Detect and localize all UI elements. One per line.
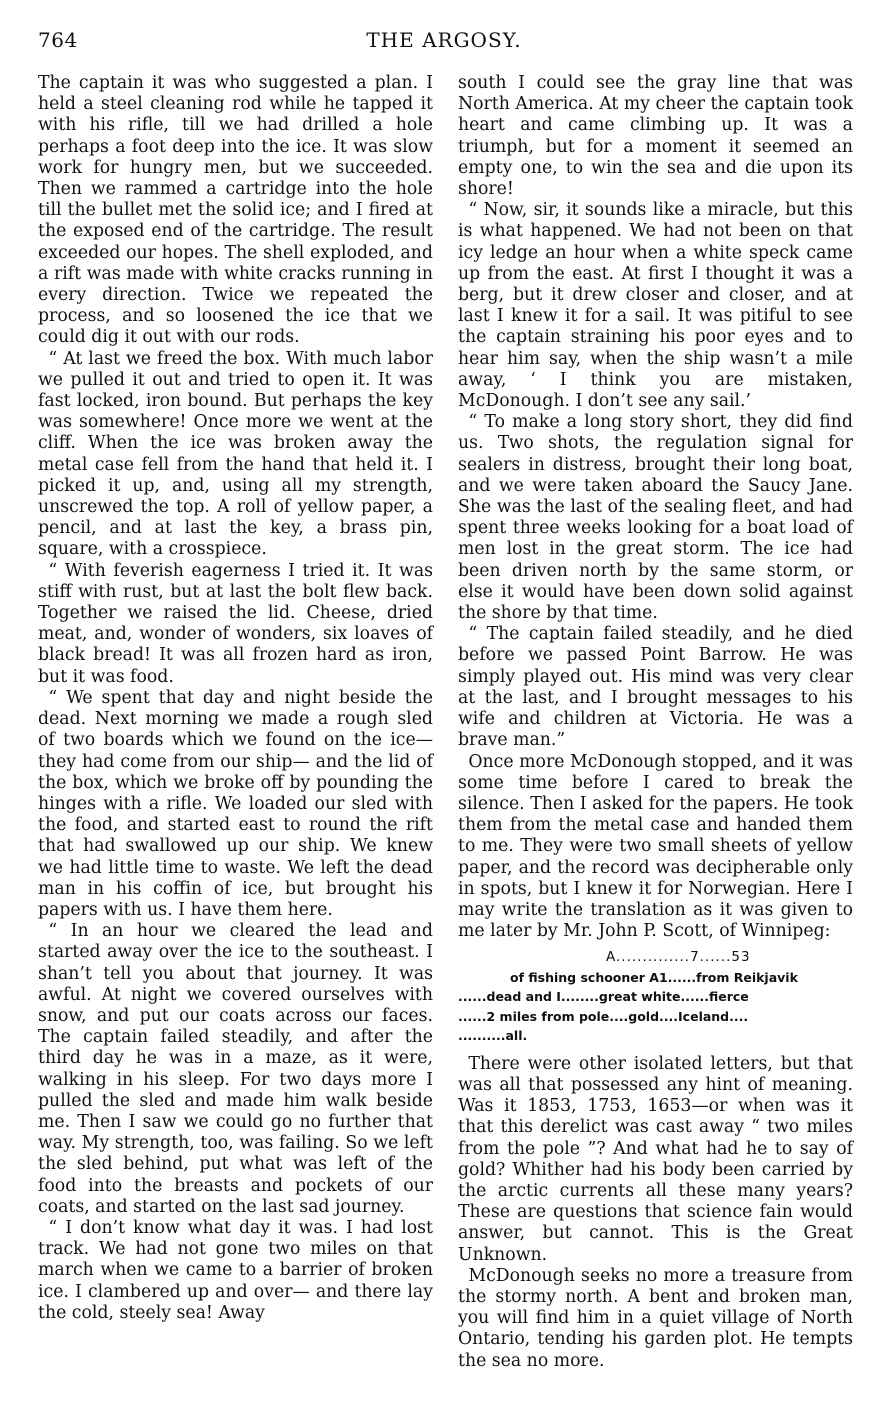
- page-header: [38, 28, 850, 58]
- paragraph: “ The captain failed steadily, and he died before we passed Point Barrow. He was simply played out. His mind was very clear at the last, and I brought messages to his wife and children at Victoria. He was a brave man.”: [458, 624, 853, 751]
- right-column: [458, 73, 853, 1372]
- paragraph: The captain it was who suggested a plan. I held a steel cleaning rod while he tapped it with his rifle, till we had drilled a hole perhaps a foot deep into the ice. It was slow work for hungry men, but we succeeded. Then we rammed a cartridge into the hole till the bullet met the solid ice; and I fired at the exposed end of the cartridge. The result exceeded our hopes. The shell exploded, and a rift was made with white cracks running in every direction. Twice we repeated the process, and so loosened the ice that we could dig it out with our rods.: [38, 73, 433, 348]
- paragraph: “ To make a long story short, they did find us. Two shots, the regulation signal for sealers in distress, brought their long boat, and we were taken aboard the Saucy Jane. She was the last of the sealing fleet, and had spent three weeks looking for a boat load of men lost in the great storm. The ice had been driven north by the same storm, or else it would have been down solid against the shore by that time.: [458, 412, 853, 624]
- translated-record: [458, 948, 853, 1046]
- paragraph: “ With feverish eagerness I tried it. It was stiff with rust, but at last the bolt flew back. Together we raised the lid. Cheese, dried meat, and, wonder of wonders, six loaves of black bread! It was all frozen hard as iron, but it was food.: [38, 560, 433, 687]
- paragraph: “ At last we freed the box. With much labor we pulled it out and tried to open it. It was fast locked, iron bound. But perhaps the key was somewhere! Once more we went at the cliff. When the ice was broken away the metal case fell from the hand that held it. I picked it up, and, using all my strength, unscrewed the top. A roll of yellow paper, a pencil, and at last the key, a brass pin, square, with a crosspiece.: [38, 348, 433, 560]
- paragraph: McDonough seeks no more a treasure from the stormy north. A bent and broken man, you will find him in a quiet village of North Ontario, tending his garden plot. He tempts the sea no more.: [458, 1265, 853, 1371]
- paragraph: “ Now, sir, it sounds like a miracle, but this is what happened. We had not been on that icy ledge an hour when a white speck came up from the east. At first I thought it was a berg, but it drew closer and closer, and at last I knew it for a sail. It was pitiful to see the captain straining his poor eyes and to hear him say, when the ship wasn’t a mile away, ‘ I think you are mistaken, McDonough. I don’t see any sail.’: [458, 200, 853, 412]
- paragraph: south I could see the gray line that was North America. At my cheer the captain took heart and came climbing up. It was a triumph, but for a moment it seemed an empty one, to win the sea and die upon its shore!: [458, 73, 853, 200]
- paragraph: “ We spent that day and night beside the dead. Next morning we made a rough sled of two boards which we found on the ice—they had come from our ship— and the lid of the box, which we broke off by pounding the hinges with a rifle. We loaded our sled with the food, and started east to round the rift that had swallowed up our ship. We knew we had little time to waste. We left the dead man in his coffin of ice, but brought his papers with us. I have them here.: [38, 687, 433, 920]
- left-column: [38, 73, 433, 1324]
- paragraph: “ I don’t know what day it was. I had lost track. We had not gone two miles on that march when we came to a barrier of broken ice. I clambered up and over— and there lay the cold, steely sea! Away: [38, 1217, 433, 1323]
- record-line: of fishing schooner A1......from Reikjavik: [510, 969, 798, 985]
- record-line: ..........all.: [458, 1028, 528, 1044]
- running-head: THE ARGOSY.: [366, 28, 522, 52]
- page-number: 764: [38, 28, 78, 52]
- paragraph: Once more McDonough stopped, and it was some time before I cared to break the silence. Then I asked for the papers. He took them from the metal case and handed them to me. They were two small sheets of yellow paper, and the record was decipherable only in spots, but I knew it for Norwegian. Here I may write the translation as it was given to me later by Mr. John P. Scott, of Winnipeg:: [458, 751, 853, 942]
- paragraph: There were other isolated letters, but that was all that possessed any hint of meaning. Was it 1853, 1753, 1653—or when was it that this derelict was cast away “ two miles from the pole ”? And what had he to say of gold? Whither had his body been carried by the arctic currents all these many years? These are questions that science fain would answer, but cannot. This is the Great Unknown.: [458, 1053, 853, 1265]
- record-line: A..............7......53: [606, 949, 751, 966]
- paragraph: “ In an hour we cleared the lead and started away over the ice to the southeast. I shan’t tell you about that journey. It was awful. At night we covered ourselves with snow, and put our coats across our faces. The captain failed steadily, and after the third day he was in a maze, as it were, walking in his sleep. For two days more I pulled the sled and made him walk beside me. Then I saw we could go no further that way. My strength, too, was failing. So we left the sled behind, put what was left of the food into the breasts and pockets of our coats, and started on the last sad journey.: [38, 921, 433, 1217]
- record-line: ......dead and I........great white......fierce: [458, 989, 749, 1005]
- record-line: ......2 miles from pole....gold....Iceland....: [458, 1008, 749, 1024]
